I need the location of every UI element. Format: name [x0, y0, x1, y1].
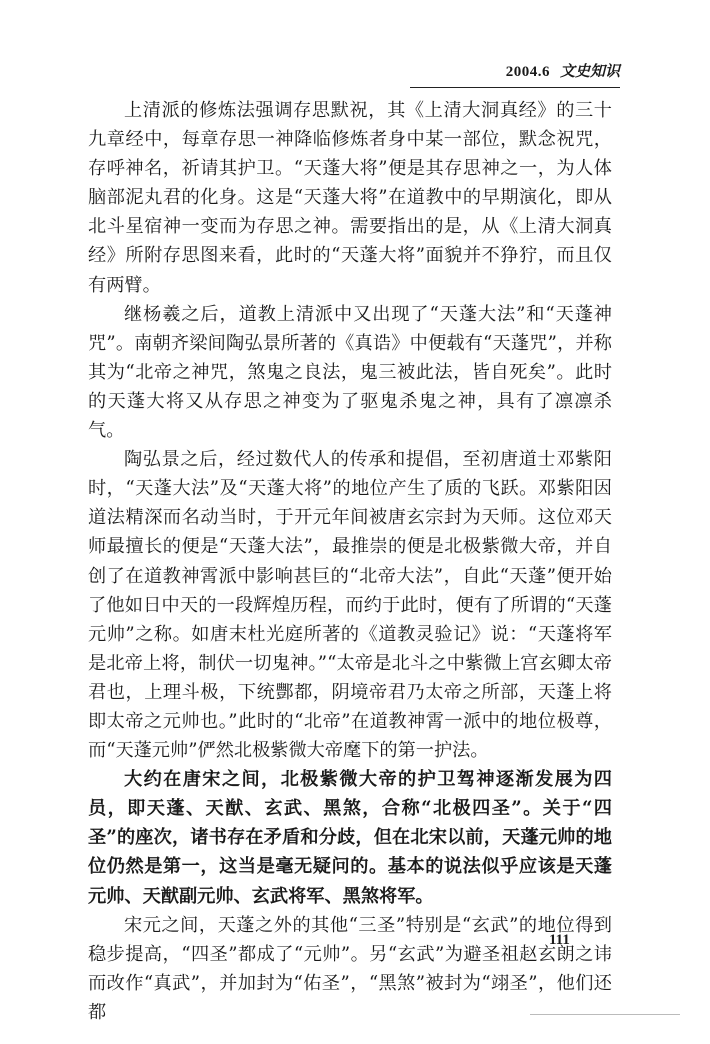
header-text — [506, 60, 620, 81]
paragraph: 继杨羲之后，道教上清派中又出现了“天蓬大法”和“天蓬神咒”。南朝齐梁间陶弘景所著的《真诰》中便载有“天蓬咒”，并称其为“北帝之神咒，煞鬼之良法，鬼三被此法，皆自死矣”。此时的天蓬大将又从存思之神变为了驱鬼杀鬼之神，具有了凛凛杀气。 — [88, 303, 612, 442]
issue-date: 2004.6 — [505, 64, 550, 80]
paragraph: 陶弘景之后，经过数代人的传承和提倡，至初唐道士邓紫阳时，“天蓬大法”及“天蓬大将”的地位产生了质的飞跃。邓紫阳因道法精深而名动当时，于开元年间被唐玄宗封为天师。这位邓天师最擅长的便是“天蓬大法”，最推崇的便是北极紫微大帝，并自创了在道教神霄派中影响甚巨的“北帝大法”，自此“天蓬”便开始了他如日中天的一段辉煌历程，而约于此时，便有了所谓的“天蓬元帅”之称。如唐末杜光庭所著的《道教灵验记》说：“天蓬将军是北帝上将，制伏一切鬼神。”“太帝是北斗之中紫微上宫玄卿太帝君也，上理斗极，下统酆都，阴境帝君乃太帝之所部，天蓬上将即太帝之元帅也。”此时的“北帝”在道教神霄一派中的地位极尊，而“天蓬元帅”俨然北极紫微大帝麾下的第一护法。 — [88, 449, 612, 762]
journal-name: 文史知识 — [559, 62, 620, 80]
header-rule — [410, 87, 620, 88]
running-header — [410, 60, 620, 88]
paragraph: 上清派的修炼法强调存思默祝，其《上清大洞真经》的三十九章经中，每章存思一神降临修炼者身中某一部位，默念祝咒，存呼神名，祈请其护卫。“天蓬大将”便是其存思神之一，为人体脑部泥丸君的化身。这是“天蓬大将”在道教中的早期演化，即从北斗星宿神一变而为存思之神。需要指出的是，从《上清大洞真经》所附存思图来看，此时的“天蓬大将”面貌并不狰狞，而且仅有两臂。 — [88, 100, 612, 296]
article-body — [88, 96, 612, 1027]
paragraph: 宋元之间，天蓬之外的其他“三圣”特别是“玄武”的地位得到稳步提高，“四圣”都成了“元帅”。另“玄武”为避圣祖赵玄朗之讳而改作“真武”，并加封为“佑圣”，“黑煞”被封为“翊圣”，他们还都 — [88, 914, 612, 1023]
bottom-scan-mark — [530, 1014, 680, 1015]
page-number: 111 — [549, 932, 570, 948]
paragraph: 大约在唐宋之间，北极紫微大帝的护卫驾神逐渐发展为四员，即天蓬、天猷、玄武、黑煞，合称“北极四圣”。关于“四圣”的座次，诸书存在矛盾和分歧，但在北宋以前，天蓬元帅的地位仍然是第一，这当是毫无疑问的。基本的说法似乎应该是天蓬元帅、天猷副元帅、玄武将军、黑煞将军。 — [88, 769, 612, 907]
